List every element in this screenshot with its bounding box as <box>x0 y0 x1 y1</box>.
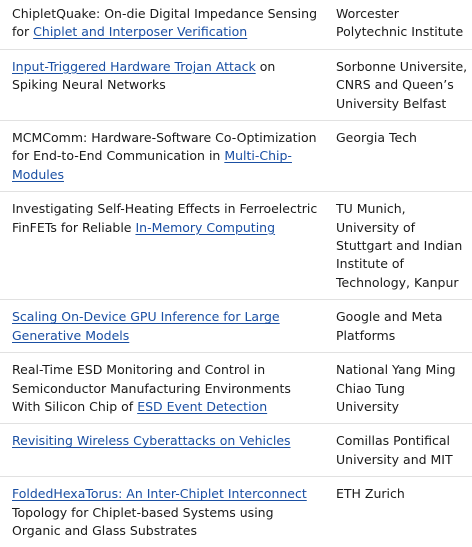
paper-title-link[interactable]: Scaling On-Device GPU Inference for Large Generative Models <box>12 309 280 343</box>
paper-title-text: ChipletQuake: On-die Digital Impedance Sensing for <box>12 6 317 40</box>
table-row <box>0 353 472 424</box>
institution-cell: Comillas Pontifical University and MIT <box>326 424 472 477</box>
paper-title-link[interactable]: Multi-Chip-Modules <box>12 148 292 182</box>
paper-title-text: Investigating Self-Heating Effects in Ferroelectric FinFETs for Reliable <box>12 201 318 235</box>
paper-title-cell <box>0 477 326 547</box>
institution-cell: Google and Meta Platforms <box>326 300 472 353</box>
table-row <box>0 121 472 192</box>
paper-title-cell <box>0 424 326 477</box>
paper-title-text: on Spiking Neural Networks <box>12 58 276 93</box>
institution-cell: Sorbonne Universite, CNRS and Queen’s University Belfast <box>326 49 472 120</box>
paper-title-cell <box>0 0 326 49</box>
paper-title-link[interactable]: Revisiting Wireless Cyberattacks on Vehicles <box>12 433 291 449</box>
paper-title-cell <box>0 300 326 353</box>
institution-cell: TU Munich, University of Stuttgart and Indian Institute of Technology, Kanpur <box>326 192 472 300</box>
institution-cell: ETH Zurich <box>336 486 405 502</box>
paper-title-link[interactable]: In-Memory Computing <box>135 219 276 235</box>
paper-title-cell <box>0 192 326 300</box>
paper-title-link[interactable]: Chiplet and Interposer Verification <box>33 24 248 40</box>
table-row <box>0 300 472 353</box>
paper-title-cell <box>0 121 326 192</box>
paper-title-cell <box>0 353 326 424</box>
table-row <box>0 49 472 120</box>
paper-title-link[interactable]: ESD Event Detection <box>137 398 268 414</box>
paper-title-text: Topology for Chiplet-based Systems using Organic and Glass Substrates <box>12 504 274 538</box>
paper-title-link[interactable]: Input-Triggered Hardware Trojan Attack <box>12 58 256 74</box>
table-row <box>0 192 472 300</box>
institution-cell: Georgia Tech <box>326 121 472 192</box>
paper-title-text: MCMComm: Hardware-Software Co-Optimization for End-to-End Communication in <box>12 130 317 164</box>
table-row <box>0 424 472 477</box>
paper-title-cell <box>0 49 326 120</box>
table-row <box>0 0 472 49</box>
paper-title-link[interactable]: FoldedHexaTorus: An Inter-Chiplet Interconnect <box>12 486 307 502</box>
institution-cell: National Yang Ming Chiao Tung University <box>326 353 472 424</box>
paper-title-text: Real-Time ESD Monitoring and Control in Semiconductor Manufacturing Environments With Silicon Chip of <box>12 362 291 414</box>
table-row <box>0 477 472 547</box>
institution-cell: Worcester Polytechnic Institute <box>326 0 472 49</box>
